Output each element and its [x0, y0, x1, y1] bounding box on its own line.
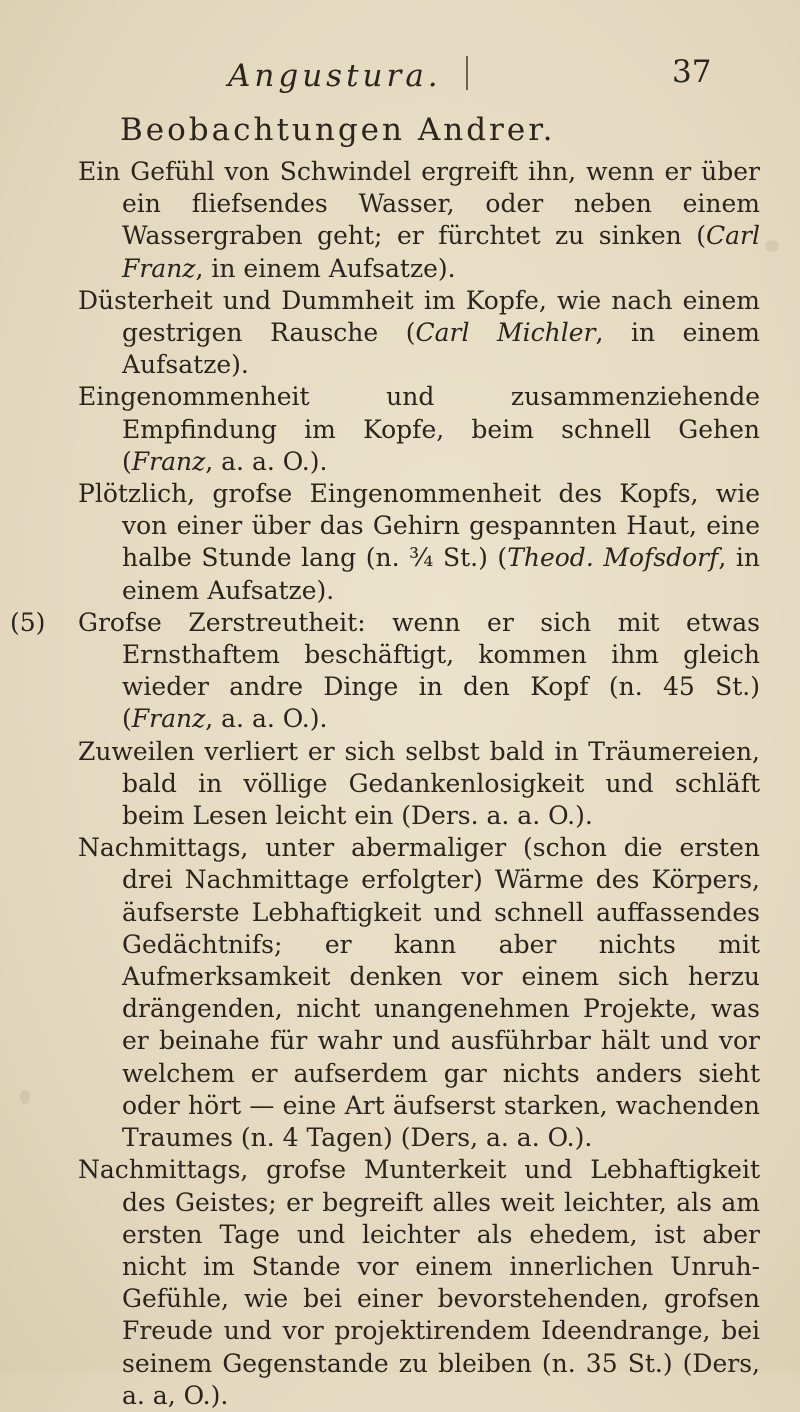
section-heading: Beobachtungen Andrer.	[120, 112, 556, 148]
author-name: Carl Franz	[122, 221, 760, 283]
entry-text: Zuweilen verliert er sich selbst bald in Träumereien, bald in völlige Gedankenlosigkeit und schläft beim Lesen leicht ein (Ders. a. a. O.).	[78, 736, 760, 831]
author-name: Theod. Mofsdorf	[507, 543, 719, 573]
entry	[78, 832, 760, 1154]
entry-text: Nachmittags, unter abermaliger (schon die ersten drei Nachmittage erfolgter) Wärme des Körpers, äufserste Lebhaftigkeit und schnell auffassendes Gedächtnifs; er kann aber nichts mit Aufmerksamkeit denken vor einem sich herzu drängenden, nicht unangenehmen Projekte, was er beinahe für wahr und ausführbar hält und vor welchem er aufserdem gar nichts anders sieht oder hört — eine Art äufserst starken, wachenden Traumes (n. 4 Tagen) (Ders, a. a. O.).	[78, 833, 760, 1153]
author-name: Carl Michler	[415, 318, 596, 348]
entry-text: Plötzlich, grofse Eingenommenheit des Kopfs, wie von einer über das Gehirn gespannten Haut, eine halbe Stunde lang (n. ¾ St.) (	[78, 479, 760, 573]
entry-text: Ein Gefühl von Schwindel ergreift ihn, wenn er über ein fliefsendes Wasser, oder neben einem Wassergraben geht; er fürchtet zu sinken (	[78, 157, 760, 251]
entry	[78, 478, 760, 607]
entry-text: Eingenommenheit und zusammenziehende Empfindung im Kopfe, beim schnell Gehen (	[78, 382, 760, 476]
page-number: 37	[672, 54, 712, 90]
entry-text: Nachmittags, grofse Munterkeit und Lebhaftigkeit des Geistes; er begreift alles weit leichter, als am ersten Tage und leichter als ehedem, ist aber nicht im Stande vor einem innerlichen Unruh-Gefühle, wie bei einer bevorstehenden, grofsen Freude und vor projektirendem Ideendrange, bei seinem Gegenstande zu bleiben (n. 35 St.) (Ders, a. a, O.).	[78, 1155, 760, 1410]
entry	[78, 381, 760, 478]
paper-stain	[20, 1090, 30, 1104]
head-rule	[466, 56, 468, 90]
entry	[78, 1154, 760, 1412]
entry-number: (5)	[10, 607, 46, 637]
entry-text: Düsterheit und Dummheit im Kopfe, wie nach einem gestrigen Rausche (	[78, 285, 760, 348]
running-head	[0, 50, 800, 94]
entry	[78, 285, 760, 382]
entry-text-end: , a. a. O.).	[205, 704, 328, 734]
running-title: Angustura.	[228, 58, 442, 94]
entry-text-end: , in einem Aufsatze).	[122, 543, 760, 605]
author-name: Franz	[131, 446, 206, 476]
entry	[78, 156, 760, 285]
paper-stain	[765, 240, 779, 252]
entry-text: Grofse Zerstreutheit: wenn er sich mit etwas Ernsthaftem beschäftigt, kommen ihm gleich wieder andre Dinge in den Kopf (n. 45 St.) (	[78, 607, 760, 734]
author-name: Franz	[131, 704, 206, 734]
entry	[10, 607, 760, 736]
entry	[78, 736, 760, 833]
text-block	[10, 156, 760, 1412]
entry-text-end: , in einem Aufsatze).	[122, 318, 760, 380]
entry-text-end: , in einem Aufsatze).	[195, 253, 456, 283]
entry-text-end: , a. a. O.).	[205, 446, 328, 476]
